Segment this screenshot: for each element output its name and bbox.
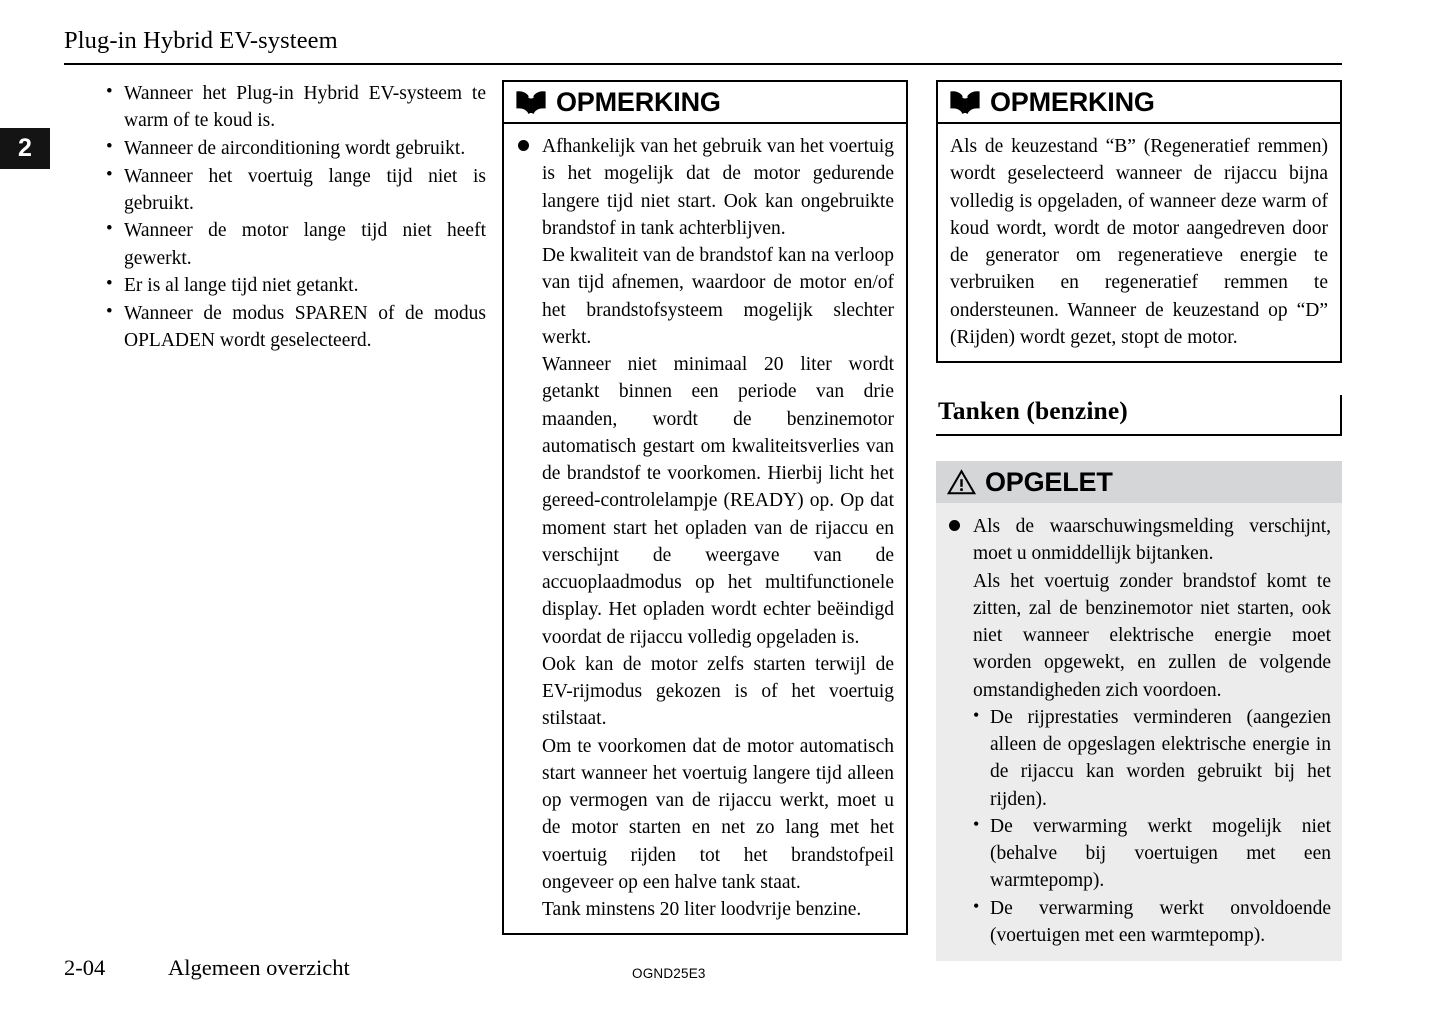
caution-sub-bullet-list [947, 704, 1331, 949]
open-book-icon [516, 91, 546, 114]
section-heading [936, 395, 1342, 436]
note-paragraph: Afhankelijk van het gebruik van het voertuig is het mogelijk dat de motor gedurende langere tijd niet start. Ook kan ongebruikte brandstof in tank achterblijven. [542, 136, 894, 239]
middle-column [502, 80, 908, 935]
right-column [936, 80, 1342, 961]
list-item: • Wanneer het voertuig lange tijd niet is gebruikt. [104, 163, 486, 217]
left-column [104, 80, 486, 355]
note-box-engine-operation [502, 80, 908, 935]
note-paragraph: Als de keuzestand “B” (Regeneratief remmen) wordt geselecteerd wanneer de rijaccu bijna volledig is opgeladen, of wanneer deze warm of koud wordt, wordt de motor aangedreven door de generator om regeneratieve energie te verbruiken en regeneratief remmen te ondersteunen. Wanneer de keuzestand op “D” (Rijden) wordt gezet, stopt de motor. [950, 136, 1328, 348]
note-box-body [504, 124, 906, 933]
caution-box-body [936, 503, 1342, 961]
list-item: • Wanneer de motor lange tijd niet heeft gewerkt. [104, 217, 486, 271]
open-book-icon [950, 91, 980, 114]
conditions-bullet-list [104, 80, 486, 354]
caution-bullet-group [947, 513, 1331, 704]
list-item: • Er is al lange tijd niet getankt. [104, 272, 486, 299]
chapter-tab [0, 128, 50, 169]
chapter-number: 2 [18, 134, 32, 162]
note-bullet-group [516, 133, 894, 923]
caution-box-title: OPGELET [985, 466, 1113, 497]
caution-paragraph: Als de waarschuwingsmelding verschijnt, moet u onmiddellijk bijtanken. [973, 516, 1331, 565]
caution-box-refuelling [936, 461, 1342, 961]
list-item: • De verwarming werkt mogelijk niet (behalve bij voertuigen met een warmtepomp). [973, 813, 1331, 895]
footer-section-name: Algemeen overzicht [168, 955, 350, 980]
note-paragraph: Om te voorkomen dat de motor automatisch start wanneer het voertuig langere tijd alleen op vermogen van de rijaccu werkt, moet u de motor starten en net zo lang met het voertuig rijden tot het brandstofpeil ongeveer op een halve tank staat. [542, 735, 894, 893]
note-box-title: OPMERKING [990, 86, 1155, 117]
note-paragraph: De kwaliteit van de brandstof kan na verloop van tijd afnemen, waardoor de motor en/of het brandstofsysteem mogelijk slechter werkt. [542, 245, 894, 348]
section-heading-label: Tanken (benzine) [938, 396, 1128, 425]
note-box-regenerative-braking [936, 80, 1342, 363]
list-item: • De rijprestaties verminderen (aangezien alleen de opgeslagen elektrische energie in de rijaccu kan worden gebruikt bij het rijden). [973, 704, 1331, 813]
list-item: • Wanneer het Plug-in Hybrid EV-systeem te warm of te koud is. [104, 80, 486, 134]
caution-box-header [936, 461, 1342, 503]
warning-triangle-icon [947, 469, 976, 495]
note-box-title: OPMERKING [556, 86, 721, 117]
footer-document-code: OGND25E3 [632, 966, 706, 981]
note-box-header [504, 82, 906, 124]
note-paragraph: Ook kan de motor zelfs starten terwijl de EV-rijmodus gekozen is of het voertuig stilstaat. [542, 653, 894, 730]
note-box-header [938, 82, 1340, 124]
note-paragraph: Tank minstens 20 liter loodvrije benzine. [542, 899, 862, 920]
list-item: • Wanneer de airconditioning wordt gebruikt. [104, 135, 486, 162]
note-paragraph: Wanneer niet minimaal 20 liter wordt getankt binnen een periode van drie maanden, wordt de benzinemotor automatisch gestart om kwaliteitsverlies van de brandstof te voorkomen. Hierbij licht het gereed-controlelampje (READY) op. Op dat moment start het opladen van de rijaccu en verschijnt de weergave van de accuoplaadmodus op het multifunctionele display. Het opladen wordt echter beëindigd voordat de rijaccu volledig opgeladen is. [542, 354, 894, 648]
page-header [64, 28, 1342, 65]
header-divider [64, 63, 1342, 65]
caution-paragraph: Als het voertuig zonder brandstof komt te zitten, zal de benzinemotor niet starten, ook niet wanneer elektrische energie moet worden opgewekt, en zullen de volgende omstandigheden zich voordoen. [973, 570, 1331, 701]
footer-page-number: 2-04 [64, 955, 106, 980]
page-title: Plug-in Hybrid EV-systeem [64, 27, 338, 54]
list-item: • Wanneer de modus SPAREN of de modus OPLADEN wordt geselecteerd. [104, 300, 486, 354]
list-item: • De verwarming werkt onvoldoende (voertuigen met een warmtepomp). [973, 895, 1331, 950]
note-box-body [938, 124, 1340, 361]
